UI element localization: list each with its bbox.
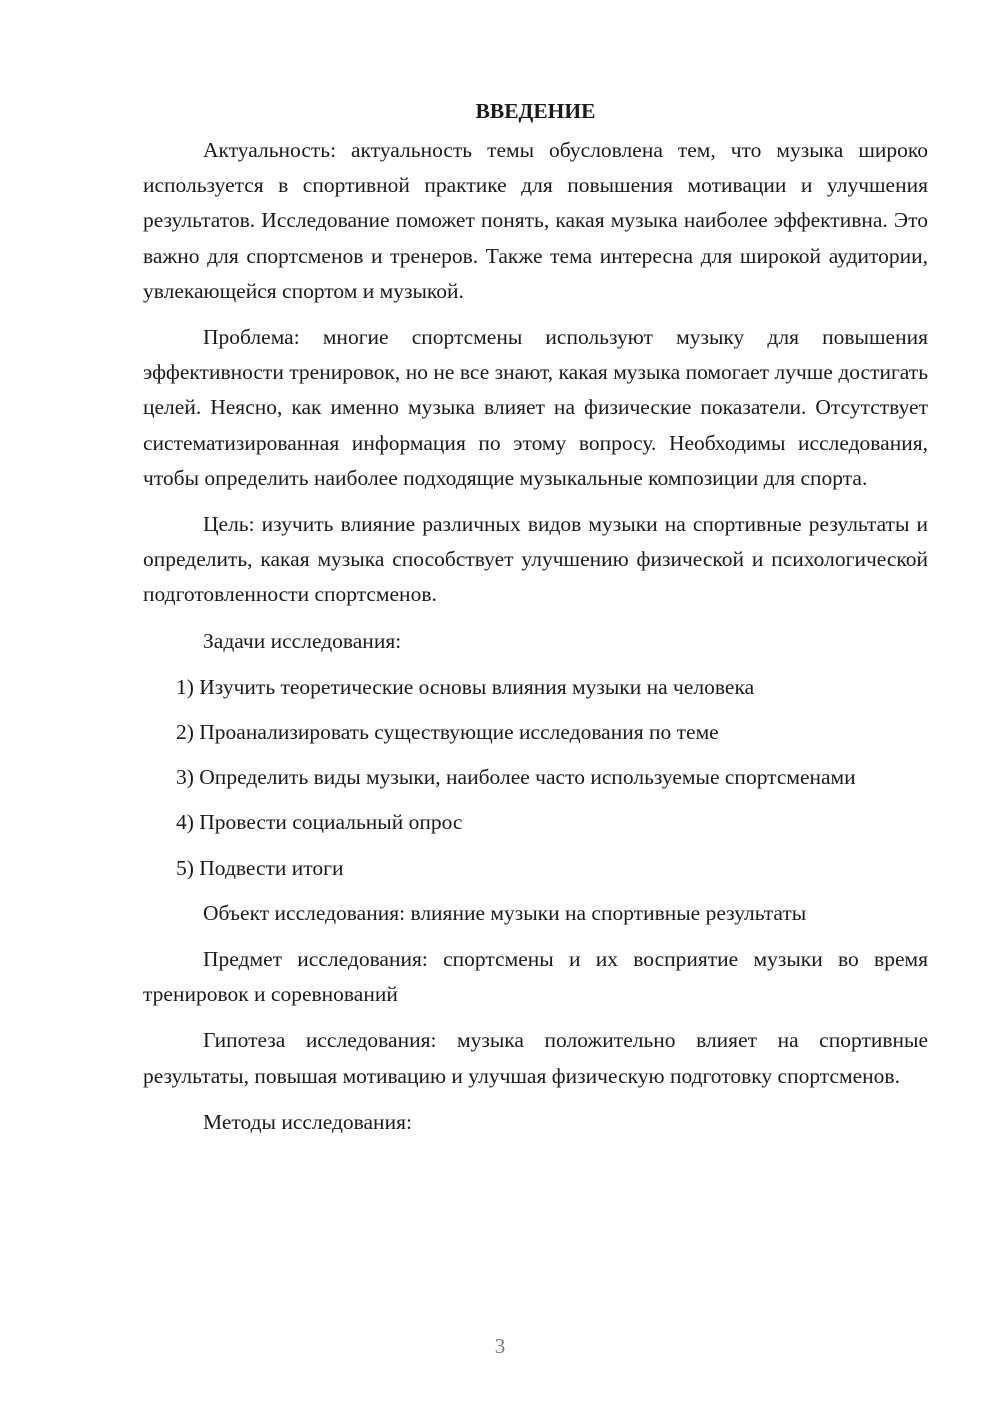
paragraph-goal: Цель: изучить влияние различных видов музыки на спортивные результаты и определить, какая музыка способствует улучшению физической и психологической подготовленности спортсменов. xyxy=(143,512,928,607)
list-item: 5) Подвести итоги xyxy=(176,855,344,880)
document-body xyxy=(143,94,928,1151)
page-number: 3 xyxy=(494,1334,506,1358)
paragraph-relevance: Актуальность: актуальность темы обусловлена тем, что музыка широко используется в спортивной практике для повышения мотивации и улучшения результатов. Исследование поможет понять, какая музыка наиболее эффективна. Это важно для спортсменов и тренеров. Также тема интересна для широкой аудитории, увлекающейся спортом и музыкой. xyxy=(143,138,928,303)
list-item: 4) Провести социальный опрос xyxy=(176,810,463,835)
list-item: 2) Проанализировать существующие исследования по теме xyxy=(176,720,719,745)
paragraph-object: Объект исследования: влияние музыки на спортивные результаты xyxy=(203,900,807,925)
list-item: 3) Определить виды музыки, наиболее часто используемые спортсменами xyxy=(176,765,856,790)
tasks-list xyxy=(143,670,928,886)
tasks-heading: Задачи исследования: xyxy=(203,628,402,653)
paragraph-subject: Предмет исследования: спортсмены и их восприятие музыки во время тренировок и соревнований xyxy=(143,947,928,1007)
section-title: ВВЕДЕНИЕ xyxy=(475,99,596,123)
methods-heading: Методы исследования: xyxy=(203,1109,412,1134)
paragraph-hypothesis: Гипотеза исследования: музыка положительно влияет на спортивные результаты, повышая мотивацию и улучшая физическую подготовку спортсменов. xyxy=(143,1028,928,1088)
list-item: 1) Изучить теоретические основы влияния музыки на человека xyxy=(176,674,755,699)
paragraph-problem: Проблема: многие спортсмены используют музыку для повышения эффективности тренировок, но не все знают, какая музыка помогает лучше достигать целей. Неясно, как именно музыка влияет на физические показатели. Отсутствует систематизированная информация по этому вопросу. Необходимы исследования, чтобы определить наиболее подходящие музыкальные композиции для спорта. xyxy=(143,325,928,490)
